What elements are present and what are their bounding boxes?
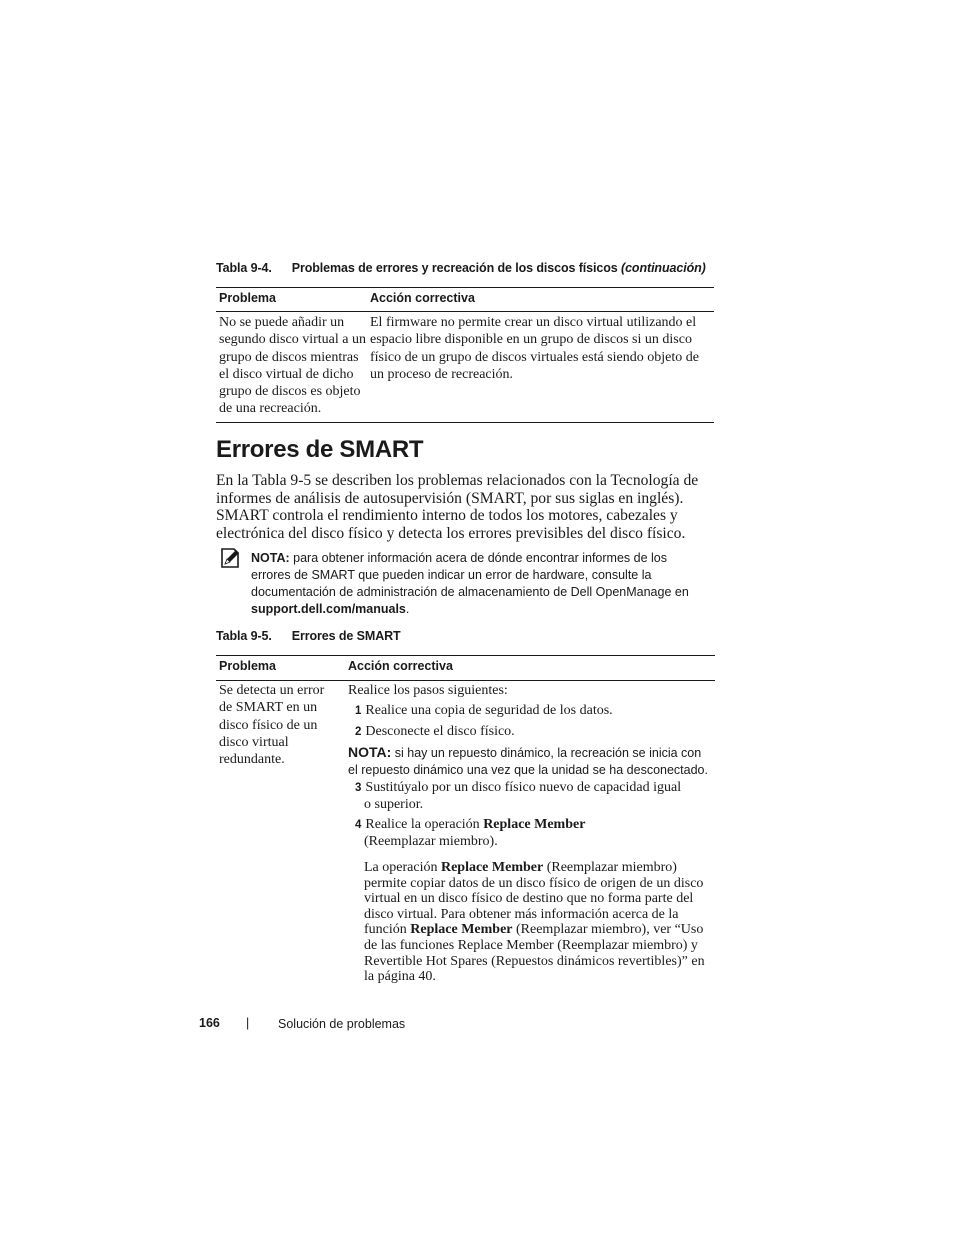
- table2-row-problem: [219, 682, 344, 768]
- inner-note-line: el repuesto dinámico una vez que la unidad se ha desconectado.: [348, 763, 708, 777]
- inner-note-line: si hay un repuesto dinámico, la recreación se inicia con: [394, 746, 702, 760]
- table2-caption: [216, 629, 401, 643]
- footer-section-title: Solución de problemas: [278, 1017, 406, 1031]
- table1-caption-continued: (continuación): [621, 261, 706, 275]
- step-1: [355, 702, 613, 720]
- table1-bottom-rule: [216, 422, 714, 423]
- table1-header-problem: Problema: [219, 291, 276, 305]
- table1-problem-line: No se puede añadir un: [219, 315, 345, 330]
- step-text: Desconecte el disco físico.: [365, 724, 515, 739]
- table1-row-problem: [219, 314, 367, 418]
- table2-problem-line: de SMART en un: [219, 700, 318, 716]
- note-pencil-icon: [219, 547, 241, 569]
- table1-problem-line: grupo de discos mientras: [219, 349, 359, 365]
- step-number: 3: [355, 782, 362, 794]
- table1-action-line: El firmware no permite crear un disco virtual utilizando el: [370, 315, 697, 330]
- step-number: 2: [355, 726, 362, 738]
- table2-problem-line: disco físico de un: [219, 717, 318, 733]
- inner-note: [348, 744, 718, 779]
- step-3-cont: o superior.: [364, 797, 424, 812]
- para-line: permite copiar datos de un disco físico de origen de un disco: [364, 875, 704, 891]
- para-line: Revertible Hot Spares (Repuestos dinámicos revertibles)” en: [364, 953, 705, 969]
- replace-member-paragraph: [364, 860, 716, 985]
- para-bold: Replace Member: [410, 922, 513, 938]
- para-line: de las funciones Replace Member (Reemplazar miembro) y: [364, 937, 698, 953]
- table1-problem-line: grupo de discos es objeto: [219, 384, 361, 400]
- inner-note-label: NOTA:: [348, 744, 392, 760]
- table2-problem-line: redundante.: [219, 752, 285, 768]
- table1-caption: [216, 261, 706, 275]
- table1-caption-number: Tabla 9-4.: [216, 261, 272, 275]
- step-4: [355, 816, 585, 834]
- step-4-cont: (Reemplazar miembro).: [364, 834, 498, 849]
- table2-problem-line: Se detecta un error: [219, 683, 325, 698]
- table2-problem-line: disco virtual: [219, 734, 289, 750]
- table1-action-line: espacio libre disponible en un grupo de discos si un disco: [370, 332, 692, 348]
- step-text: Realice la operación: [365, 817, 480, 832]
- note-label: NOTA:: [251, 551, 290, 565]
- note-period: .: [405, 602, 410, 616]
- table2-caption-text: Errores de SMART: [291, 629, 401, 643]
- note-line: para obtener información acera de dónde encontrar informes de los: [293, 551, 667, 565]
- table1-problem-line: segundo disco virtual a un: [219, 332, 366, 348]
- table1-top-rule: [216, 287, 714, 288]
- step-text: Sustitúyalo por un disco físico nuevo de capacidad igual: [365, 780, 682, 795]
- table2-header-action: Acción correctiva: [348, 659, 453, 673]
- section-heading: Errores de SMART: [216, 436, 424, 463]
- table1-caption-text: Problemas de errores y recreación de los discos físicos: [291, 261, 618, 275]
- step-2: [355, 723, 515, 741]
- table2-top-rule: [216, 655, 715, 656]
- step-number: 4: [355, 819, 362, 831]
- table1-header-rule: [216, 311, 714, 312]
- para-text: función: [364, 922, 407, 938]
- section-intro: [216, 472, 716, 542]
- table2-header-rule: [216, 680, 715, 681]
- step-bold: Replace Member: [483, 817, 586, 832]
- intro-line: informes de análisis de autosupervisión (SMART, por sus siglas en inglés).: [216, 489, 684, 507]
- note-block: [251, 550, 716, 618]
- intro-line: electrónica del disco físico y detecta los errores previsibles del disco físico.: [216, 524, 686, 542]
- step-3: [355, 779, 681, 797]
- para-line: la página 40.: [364, 969, 436, 985]
- table1-action-line: físico de un grupo de discos virtuales está siendo objeto de: [370, 349, 699, 365]
- para-text: La operación: [364, 860, 438, 875]
- page-number: 166: [199, 1016, 220, 1030]
- table2-header-problem: Problema: [219, 659, 276, 673]
- para-line: virtual en un disco físico de destino que no forma parte del: [364, 891, 694, 907]
- note-line: documentación de administración de almacenamiento de Dell OpenManage en: [251, 585, 689, 599]
- footer-separator: |: [246, 1016, 250, 1030]
- steps-lead: Realice los pasos siguientes:: [348, 683, 508, 698]
- table1-row-action: [370, 314, 714, 383]
- para-bold: Replace Member: [440, 860, 544, 875]
- para-line: disco virtual. Para obtener más información acerca de la: [364, 906, 679, 922]
- table1-problem-line: el disco virtual de dicho: [219, 366, 354, 382]
- table1-action-line: un proceso de recreación.: [370, 366, 514, 382]
- step-text: Realice una copia de seguridad de los datos.: [365, 703, 613, 718]
- table1-problem-line: de una recreación.: [219, 401, 322, 417]
- support-link[interactable]: support.dell.com/manuals: [251, 602, 406, 616]
- table2-caption-number: Tabla 9-5.: [216, 629, 272, 643]
- intro-line: SMART controla el rendimiento interno de todos los motores, cabezales y: [216, 507, 678, 524]
- intro-line: En la Tabla 9-5 se describen los problemas relacionados con la Tecnología de: [216, 472, 699, 489]
- table1-header-action: Acción correctiva: [370, 291, 475, 305]
- step-number: 1: [355, 705, 362, 717]
- para-text: (Reemplazar miembro): [546, 860, 677, 875]
- note-line: errores de SMART que pueden indicar un error de hardware, consulte la: [251, 568, 652, 582]
- para-text: (Reemplazar miembro), ver “Uso: [516, 922, 704, 938]
